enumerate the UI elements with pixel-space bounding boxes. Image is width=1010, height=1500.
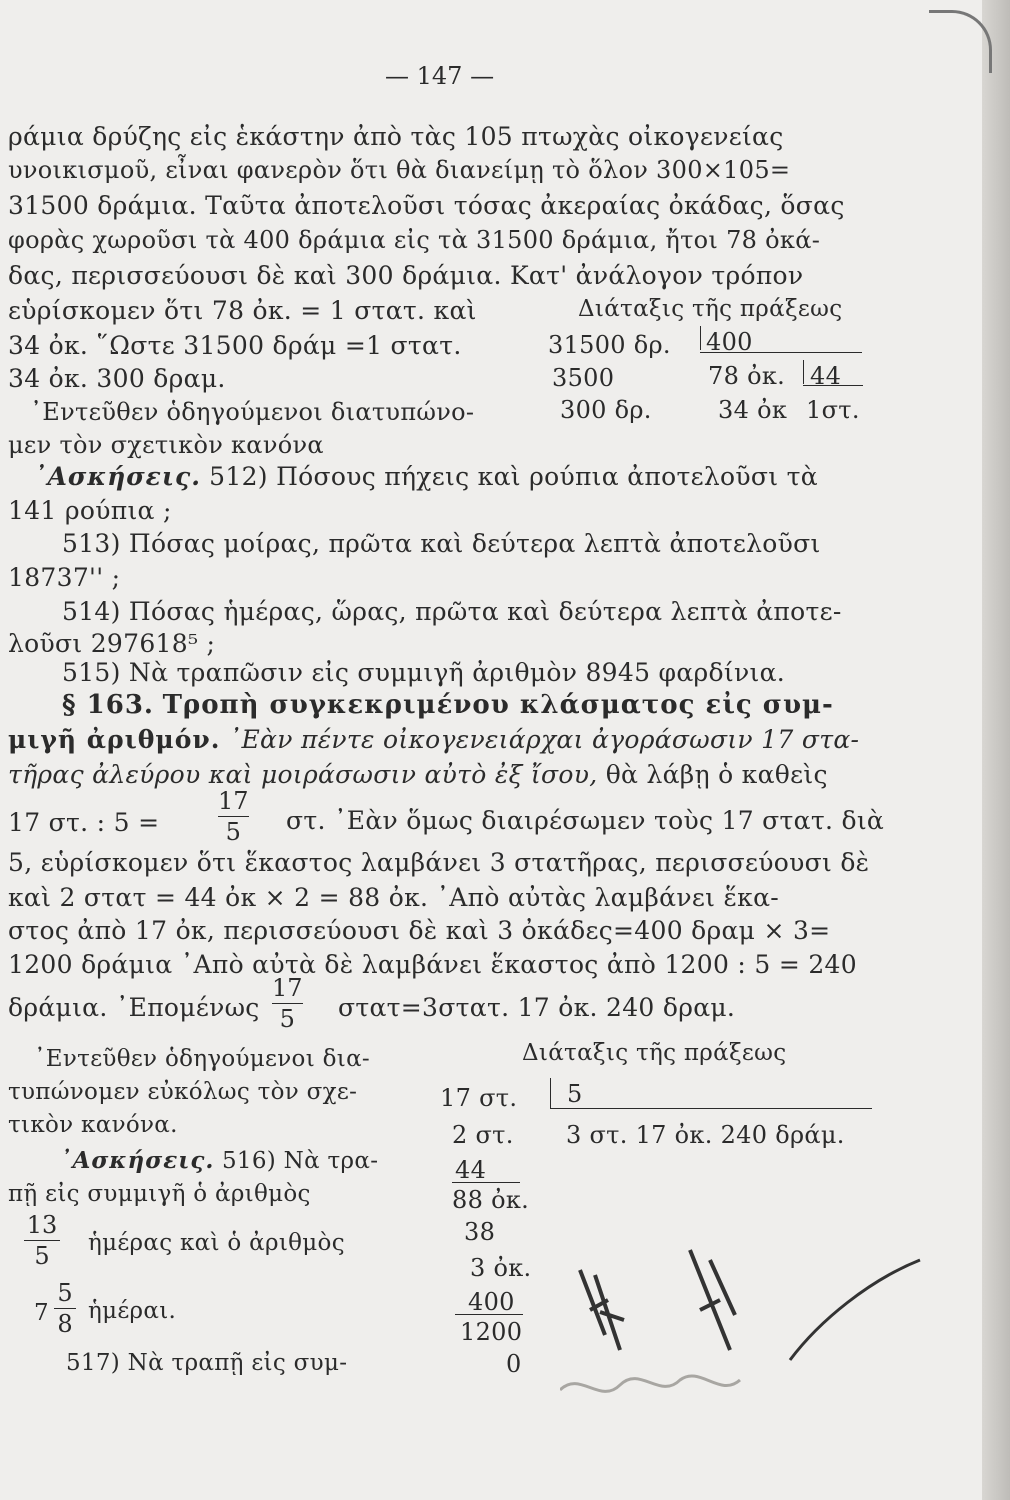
division-cell: 3 ὀκ. [470, 1254, 532, 1282]
exercise-line: 514) Πόσας ἡμέρας, ὥρας, πρῶτα καὶ δεύτερα λεπτὰ ἀποτε- [62, 597, 842, 626]
fraction-denominator: 5 [34, 1242, 50, 1270]
exercise-line: λοῦσι 297618⁵ ; [8, 629, 216, 658]
division-cell: 300 δρ. [560, 396, 652, 424]
exercise-line: 141 ρούπια ; [8, 496, 172, 525]
text-line: δας, περισσεύουσι δὲ καὶ 300 δράμια. Κατ' ἀνάλογον τρόπον [8, 261, 804, 290]
fraction-bar [24, 1240, 60, 1241]
page-edge [982, 0, 1010, 1500]
section-line: στατ=3στατ. 17 ὀκ. 240 δραμ. [338, 993, 736, 1022]
text-line: τικὸν κανόνα. [8, 1112, 178, 1138]
division-cell: 400 [706, 328, 753, 356]
section-number: § 163. [62, 690, 154, 720]
fraction-numerator: 17 [218, 787, 249, 815]
division-cell: 88 ὀκ. [452, 1186, 530, 1214]
division-rule [455, 1314, 523, 1315]
text-line: τυπώνομεν εὐκόλως τὸν σχε- [8, 1079, 358, 1105]
fraction-bar [218, 816, 249, 817]
fraction [272, 975, 303, 1032]
text-line: 31500 δράμια. Ταῦτα ἀποτελοῦσι τόσας ἀκεραίας ὀκάδας, ὅσας [8, 191, 845, 220]
division-cell: 38 [464, 1218, 496, 1246]
division-cell: 44 [810, 362, 842, 390]
division-cell: 3 στ. 17 ὀκ. 240 δράμ. [566, 1121, 845, 1149]
text-line: υνοικισμοῦ, εἶναι φανερὸν ὅτι θὰ διανείμῃ τὸ ὅλον 300×105= [8, 156, 791, 184]
exercise-line: 18737'' ; [8, 563, 121, 592]
section-line: 1200 δράμια ᾿Απὸ αὐτὰ δὲ λαμβάνει ἕκαστος ἀπὸ 1200 : 5 = 240 [8, 950, 857, 979]
section-line: 17 στ. : 5 = [8, 808, 160, 837]
exercises-label: ᾿Ασκήσεις. [34, 462, 201, 491]
division-bar [803, 360, 804, 384]
text-line: ᾿Εντεῦθεν ὁδηγούμενοι δια- [34, 1046, 370, 1072]
text-line: ἡμέρας καὶ ὁ ἀριθμὸς [88, 1230, 345, 1256]
section-title-end: μιγῆ ἀριθμόν. [8, 725, 221, 754]
division-cell: 1στ. [806, 396, 860, 424]
text-line: ἡμέραι. [88, 1298, 177, 1324]
text-line: 517) Νὰ τραπῇ εἰς συμ- [66, 1350, 348, 1376]
exercise-text: 512) Πόσους πήχεις καὶ ρούπια ἀποτελοῦσι τὰ [209, 462, 818, 491]
division-cell: 17 στ. [440, 1084, 518, 1112]
exercise-text: 516) Νὰ τρα- [221, 1148, 379, 1174]
section-line [8, 760, 828, 789]
fraction-numerator: 5 [57, 1279, 73, 1307]
fraction-bar [272, 1003, 303, 1004]
fraction-denominator: 8 [57, 1310, 73, 1338]
division-cell: 0 [506, 1350, 522, 1378]
section-line: καὶ 2 στατ = 44 ὀκ × 2 = 88 ὀκ. ᾿Απὸ αὐτὰς λαμβάνει ἕκα- [8, 883, 780, 912]
fraction-bar [54, 1308, 76, 1309]
section-title: Τροπὴ συγκεκριμένου κλάσματος εἰς συμ- [162, 690, 834, 720]
section-line: δράμια. ᾿Επομένως [8, 993, 260, 1022]
division-rule [700, 352, 862, 353]
layout-title: Διάταξις τῆς πράξεως [578, 296, 843, 322]
section-line: στος ἀπὸ 17 ὀκ, περισσεύουσι δὲ καὶ 3 ὀκάδες=400 δραμ × 3= [8, 916, 831, 945]
division-cell: 3500 [552, 364, 615, 392]
fraction [54, 1280, 76, 1337]
division-bar [550, 1078, 551, 1108]
handwritten-scribble [560, 1240, 960, 1410]
division-rule [550, 1108, 872, 1109]
exercise-line: 515) Νὰ τραπῶσιν εἰς συμμιγῆ ἀριθμὸν 8945 φαρδίνια. [62, 658, 786, 687]
division-cell: 1200 [460, 1318, 523, 1346]
text-line: 34 ὀκ. ῞Ωστε 31500 δράμ =1 στατ. [8, 331, 462, 360]
section-line [8, 725, 859, 754]
section-italic: ᾿Εὰν πέντε οἰκογενειάρχαι ἀγοράσωσιν 17 στα- [228, 725, 860, 754]
fraction [218, 788, 249, 845]
page-number: — 147 — [385, 62, 495, 90]
division-rule [803, 385, 863, 386]
division-cell: 34 ὀκ [718, 396, 788, 424]
division-cell: 78 ὀκ. [708, 362, 786, 390]
division-cell: 31500 δρ. [548, 331, 671, 359]
fraction-denominator: 5 [279, 1005, 295, 1033]
section-line: στ. ᾿Εὰν ὅμως διαιρέσωμεν τοὺς 17 στατ. διὰ [286, 806, 885, 835]
section-italic: τῆρας ἀλεύρου καὶ μοιράσωσιν αὐτὸ ἐξ ἴσου, [8, 760, 598, 789]
text-line: ράμια δρύζης εἰς ἑκάστην ἀπὸ τὰς 105 πτωχὰς οἰκογενείας [8, 122, 784, 151]
division-cell: 44 [455, 1156, 487, 1184]
text-line: 34 ὀκ. 300 δραμ. [8, 364, 226, 393]
section-heading [62, 690, 834, 720]
text-line: ᾿Εντεῦθεν ὁδηγούμενοι διατυπώνο- [30, 398, 475, 426]
division-cell: 5 [567, 1080, 583, 1108]
text-line: πῇ εἰς συμμιγῆ ὁ ἀριθμὸς [8, 1181, 311, 1207]
text-line: εὑρίσκομεν ὅτι 78 ὀκ. = 1 στατ. καὶ [8, 296, 477, 325]
exercise-line: 513) Πόσας μοίρας, πρῶτα καὶ δεύτερα λεπτὰ ἀποτελοῦσι [62, 529, 821, 558]
text-line: μεν τὸν σχετικὸν κανόνα [8, 431, 324, 459]
division-cell: 400 [468, 1288, 515, 1316]
mixed-number-whole: 7 [34, 1300, 49, 1326]
division-rule [452, 1182, 520, 1183]
section-text: θὰ λάβῃ ὁ καθεὶς [605, 760, 828, 789]
exercise-line [34, 462, 818, 491]
exercise-line [60, 1147, 378, 1174]
division-cell: 2 στ. [452, 1121, 514, 1149]
division-bar [700, 326, 701, 350]
section-line: 5, εὑρίσκομεν ὅτι ἕκαστος λαμβάνει 3 στατῆρας, περισσεύουσι δὲ [8, 848, 870, 877]
layout-title: Διάταξις τῆς πράξεως [522, 1040, 787, 1066]
text-line: φορὰς χωροῦσι τὰ 400 δράμια εἰς τὰ 31500 δράμια, ἤτοι 78 ὀκά- [8, 226, 821, 254]
fraction-numerator: 13 [26, 1211, 58, 1239]
exercises-label: ᾿Ασκήσεις. [60, 1147, 215, 1174]
fraction [24, 1212, 60, 1269]
fraction-denominator: 5 [225, 818, 241, 846]
fraction-numerator: 17 [272, 974, 303, 1002]
